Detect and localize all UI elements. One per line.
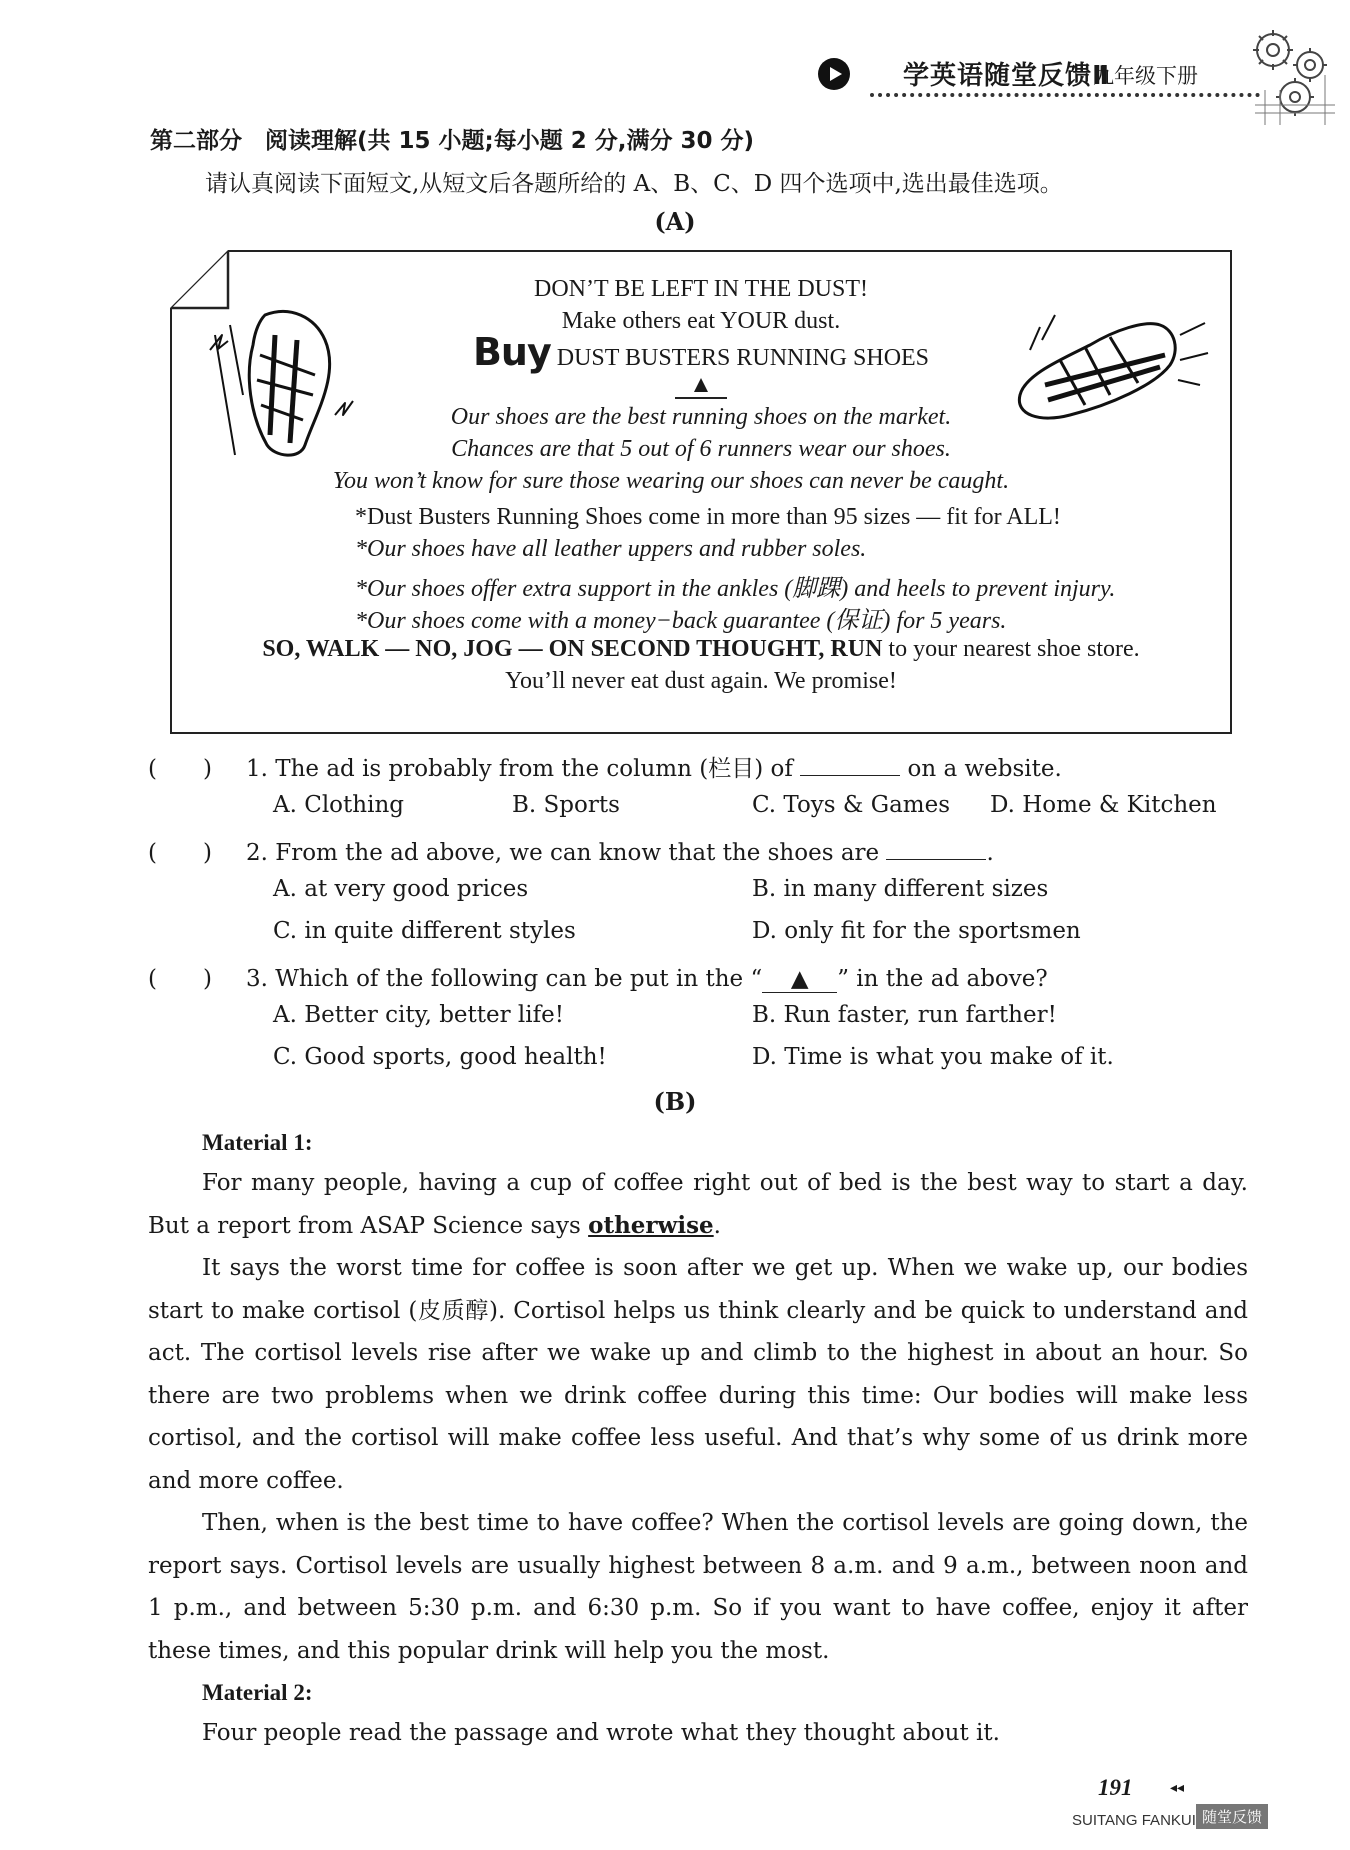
ad-blank-marker: ▲ xyxy=(172,372,1230,399)
paragraph: It says the worst time for coffee is soon after we get up. When we wake up, our bodies start to make cortisol (皮质醇). Cortisol helps us think clearly and be quick to understand and act. The cortisol levels rise after we wake up and climb to the highest in about an hour. So there are two problems when we drink coffee during this time: Our bodies will make less cortisol, and the cortisol will make coffee less useful. And that’s why some of us drink more and more coffee. xyxy=(148,1255,1248,1494)
ad-text: You won’t know for sure those wearing our shoes can never be caught. xyxy=(332,468,1010,494)
answer-paren: ( ) xyxy=(148,840,212,866)
section-title: 第二部分 阅读理解(共 15 小题;每小题 2 分,满分 30 分) xyxy=(150,128,755,154)
header-divider xyxy=(870,93,1260,97)
play-icon xyxy=(818,58,850,90)
paragraph: Four people read the passage and wrote what they thought about it. xyxy=(202,1720,1000,1746)
option: A. Better city, better life! xyxy=(273,1002,565,1028)
paragraph: For many people, having a cup of coffee right out of bed is the best way to start a day. But a report from ASAP Science says otherwise. xyxy=(148,1170,1248,1239)
arrows-icon: ◂◂ xyxy=(1170,1780,1185,1796)
option: D. Home & Kitchen xyxy=(990,792,1217,818)
ad-buy-word: Buy xyxy=(472,330,551,374)
answer-paren: ( ) xyxy=(148,756,212,782)
ad-call-to-action: SO, WALK — NO, JOG — ON SECOND THOUGHT, RUN to your nearest shoe store. xyxy=(262,636,1140,662)
passage-b-label: (B) xyxy=(653,1087,697,1116)
ad-feature: *Our shoes offer extra support in the ankles (脚踝) and heels to prevent injury. xyxy=(355,576,1116,602)
option: C. in quite different styles xyxy=(273,918,576,944)
ad-brand-line xyxy=(172,330,1230,374)
option: B. Sports xyxy=(512,792,620,818)
option: B. in many different sizes xyxy=(752,876,1049,902)
option: D. only fit for the sportsmen xyxy=(752,918,1081,944)
material-1-title: Material 1: xyxy=(202,1130,313,1155)
page-number: 191 xyxy=(1098,1775,1133,1800)
ad-promise: You’ll never eat dust again. We promise! xyxy=(505,668,897,694)
option: C. Good sports, good health! xyxy=(273,1044,607,1070)
section-instruction: 请认真阅读下面短文,从短文后各题所给的 A、B、C、D 四个选项中,选出最佳选项。 xyxy=(205,171,1063,197)
option: B. Run faster, run farther! xyxy=(752,1002,1057,1028)
option: A. Clothing xyxy=(273,792,404,818)
option: D. Time is what you make of it. xyxy=(752,1044,1114,1070)
paragraph: Then, when is the best time to have coffee? When the cortisol levels are going down, the report says. Cortisol levels are usually highest between 8 a.m. and 9 a.m., between noon and 1 p.m., and between 5:30 p.m. and 6:30 p.m. So if you want to have coffee, enjoy it after these times, and this popular drink will help you the most. xyxy=(148,1510,1248,1664)
answer-paren: ( ) xyxy=(148,966,212,992)
ad-feature: *Dust Busters Running Shoes come in more than 95 sizes — fit for ALL! xyxy=(355,504,1061,530)
footer-badge: 随堂反馈 xyxy=(1196,1804,1268,1829)
footer-brand: SUITANG FANKUI xyxy=(1072,1812,1196,1829)
material-2-title: Material 2: xyxy=(202,1680,313,1705)
highlighted-word: otherwise xyxy=(588,1211,714,1239)
option: C. Toys & Games xyxy=(752,792,951,818)
answer-blank xyxy=(886,839,986,860)
ad-product-name: DUST BUSTERS RUNNING SHOES xyxy=(556,345,930,371)
ad-tagline: Make others eat YOUR dust. xyxy=(561,308,841,334)
question-3: ( ) 3. Which of the following can be put in the “ ▲ ” in the ad above? xyxy=(148,960,1048,993)
ad-feature: *Our shoes have all leather uppers and rubber soles. xyxy=(355,536,867,562)
ad-headline: DON’T BE LEFT IN THE DUST! xyxy=(534,276,868,302)
answer-blank xyxy=(800,755,900,776)
ad-text: Chances are that 5 out of 6 runners wear our shoes. xyxy=(451,436,951,462)
book-title: 学英语随堂反馈Ⅱ xyxy=(903,61,1111,91)
book-subtitle: 九年级下册 xyxy=(1093,64,1198,88)
question-2: ( ) 2. From the ad above, we can know that the shoes are . xyxy=(148,834,994,867)
ad-text: Our shoes are the best running shoes on the market. xyxy=(450,404,952,430)
gear-decoration-icon xyxy=(1235,15,1340,130)
option: A. at very good prices xyxy=(273,876,529,902)
question-1: ( ) 1. The ad is probably from the column (栏目) of on a website. xyxy=(148,750,1062,783)
ad-feature: *Our shoes come with a money−back guarantee (保证) for 5 years. xyxy=(355,608,1007,634)
passage-a-label: (A) xyxy=(654,207,696,236)
